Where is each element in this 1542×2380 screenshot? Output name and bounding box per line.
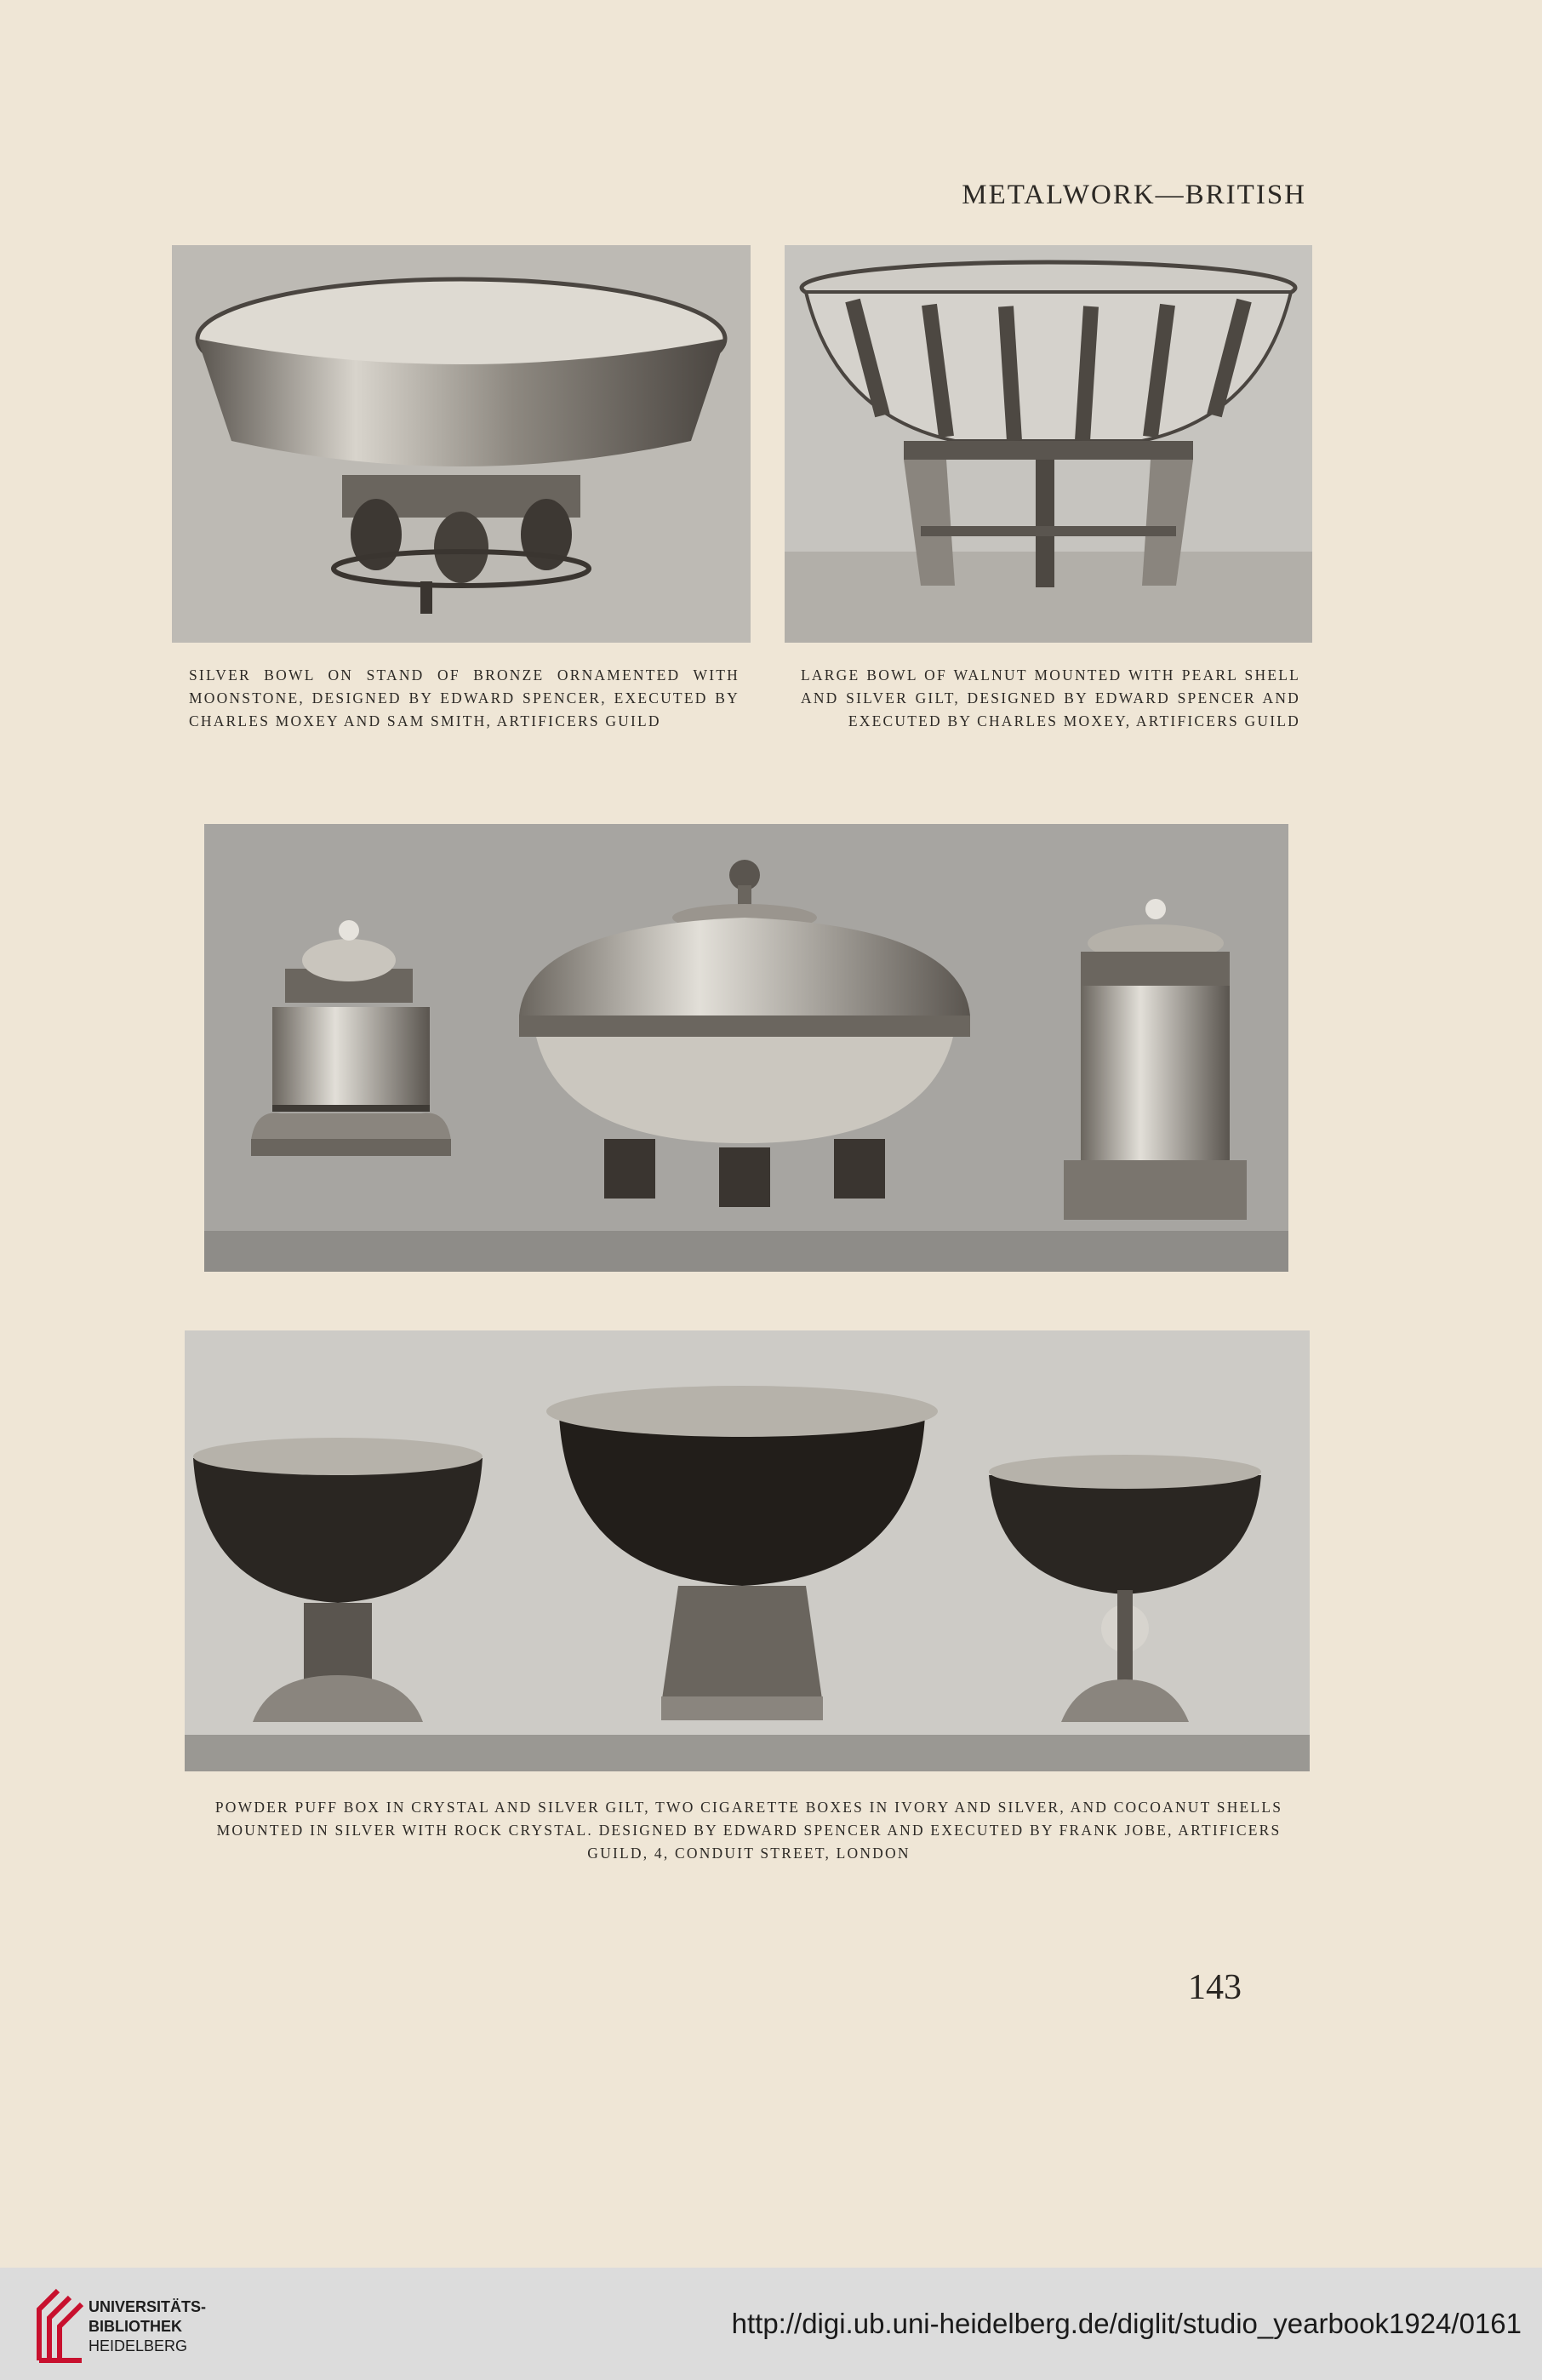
photo-walnut-bowl bbox=[785, 245, 1312, 643]
caption-boxes-and-cups: POWDER PUFF BOX IN CRYSTAL AND SILVER GILT, TWO CIGARETTE BOXES IN IVORY AND SILVER, AND COCOANUT SHELLS MOUNTED IN SILVER WITH ROCK CRYSTAL. DESIGNED BY EDWARD SPENCER AND EXECUTED BY FRANK JOBE, ARTIFICERS GUILD, 4, CONDUIT STREET, LONDON bbox=[214, 1799, 1283, 1862]
page-number: 143 bbox=[1188, 1968, 1242, 2007]
photo-cocoanut-cups bbox=[185, 1330, 1310, 1771]
caption-silver-bowl: SILVER BOWL ON STAND OF BRONZE ORNAMENTED WITH MOONSTONE, DESIGNED BY EDWARD SPENCER, EXECUTED BY CHARLES MOXEY AND SAM SMITH, ARTIFICERS GUILD bbox=[189, 667, 740, 729]
running-header: METALWORK—BRITISH bbox=[962, 180, 1306, 210]
photo-silver-bowl bbox=[172, 245, 751, 643]
library-name-line3: HEIDELBERG bbox=[89, 2337, 188, 2354]
library-name-line1: UNIVERSITÄTS- bbox=[89, 2298, 207, 2315]
university-library-logo-icon bbox=[32, 2284, 89, 2366]
library-name-line2: BIBLIOTHEK bbox=[89, 2318, 182, 2335]
caption-walnut-bowl: LARGE BOWL OF WALNUT MOUNTED WITH PEARL SHELL AND SILVER GILT, DESIGNED BY EDWARD SPENCER AND EXECUTED BY CHARLES MOXEY, ARTIFICERS GUILD bbox=[801, 667, 1300, 729]
source-url-link[interactable]: http://digi.ub.uni-heidelberg.de/diglit/studio_yearbook1924/0161 bbox=[731, 2308, 1522, 2339]
library-name bbox=[89, 2297, 206, 2356]
photo-boxes bbox=[204, 824, 1288, 1272]
